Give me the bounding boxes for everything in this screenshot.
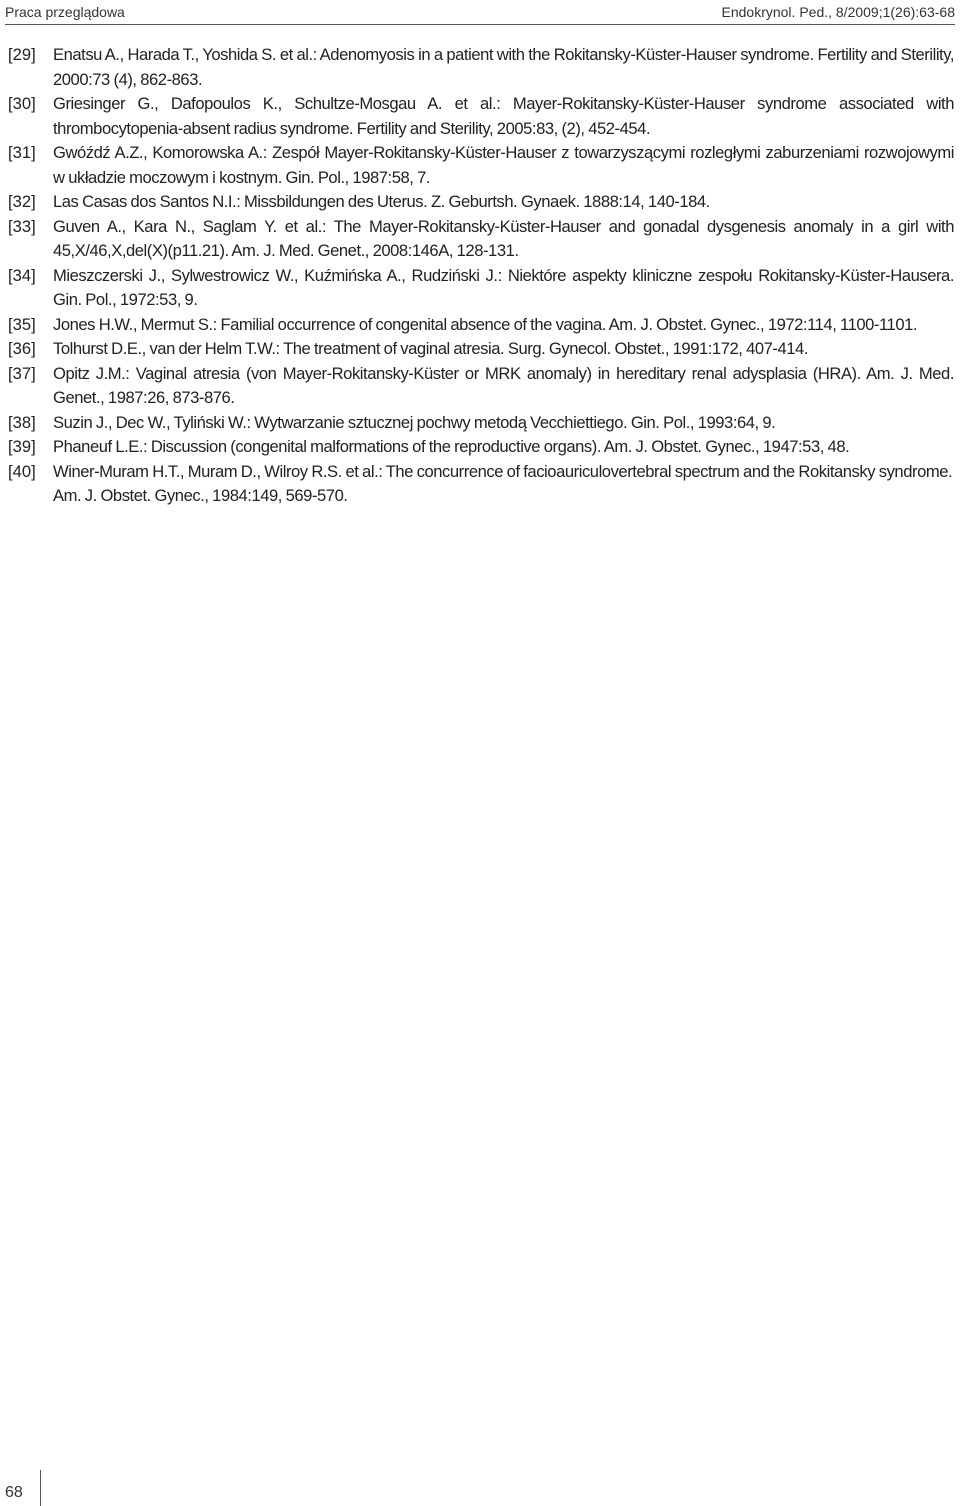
reference-item bbox=[8, 215, 954, 264]
reference-item bbox=[8, 43, 954, 92]
running-header bbox=[5, 0, 955, 25]
reference-item bbox=[8, 435, 954, 460]
reference-list bbox=[8, 43, 954, 509]
reference-number: [37] bbox=[8, 363, 36, 383]
section-label: Praca przeglądowa bbox=[5, 4, 125, 20]
reference-item bbox=[8, 92, 954, 141]
reference-text: Guven A., Kara N., Saglam Y. et al.: The Mayer-Rokitansky-Küster-Hauser and gonadal dysgenesis anomaly in a girl with 45,X/46,X,del(X)(p11.21). Am. J. Med. Genet., 2008:146A, 128-131. bbox=[53, 216, 954, 260]
reference-number: [39] bbox=[8, 437, 36, 456]
reference-text: Gwóźdź A.Z., Komorowska A.: Zespół Mayer-Rokitansky-Küster-Hauser z towarzyszącymi rozległymi zaburzeniami rozwojowymi w układzie moczowym i kostnym. Gin. Pol., 1987:58, 7. bbox=[53, 143, 954, 187]
reference-number: [29] bbox=[8, 45, 36, 64]
page-number-block bbox=[0, 1470, 41, 1506]
reference-item bbox=[8, 141, 954, 190]
reference-number: [36] bbox=[8, 339, 36, 358]
reference-text: Las Casas dos Santos N.I.: Missbildungen des Uterus. Z. Geburtsh. Gynaek. 1888:14, 140-184. bbox=[53, 192, 710, 211]
reference-text: Winer-Muram H.T., Muram D., Wilroy R.S. et al.: The concurrence of facioauriculovertebral spectrum and the Rokitansky syndrome. Am. J. Obstet. Gynec., 1984:149, 569-570. bbox=[53, 461, 953, 505]
journal-citation: Endokrynol. Ped., 8/2009;1(26):63-68 bbox=[721, 4, 955, 20]
reference-number: [35] bbox=[8, 314, 36, 334]
reference-number: [30] bbox=[8, 94, 36, 113]
reference-item bbox=[8, 362, 954, 411]
reference-number: [32] bbox=[8, 192, 36, 211]
reference-item bbox=[8, 313, 954, 338]
reference-number: [31] bbox=[8, 143, 36, 162]
reference-text: Suzin J., Dec W., Tyliński W.: Wytwarzanie sztucznej pochwy metodą Vecchiettiego. Gin. Pol., 1993:64, 9. bbox=[53, 412, 776, 432]
reference-item bbox=[8, 411, 954, 436]
reference-text: Phaneuf L.E.: Discussion (congenital malformations of the reproductive organs). Am. J. Obstet. Gynec., 1947:53, 48. bbox=[53, 437, 850, 456]
reference-number: [33] bbox=[8, 216, 36, 236]
reference-number: [38] bbox=[8, 412, 36, 432]
reference-item bbox=[8, 264, 954, 313]
reference-text: Opitz J.M.: Vaginal atresia (von Mayer-Rokitansky-Küster or MRK anomaly) in hereditary renal adysplasia (HRA). Am. J. Med. Genet., 1987:26, 873-876. bbox=[53, 363, 954, 407]
page-number: 68 bbox=[5, 1484, 23, 1501]
reference-text: Griesinger G., Dafopoulos K., Schultze-Mosgau A. et al.: Mayer-Rokitansky-Küster-Hauser syndrome associated with thrombocytopenia-absent radius syndrome. Fertility and Sterility, 2005:83, (2), 452-454. bbox=[53, 94, 954, 138]
reference-number: [40] bbox=[8, 461, 36, 481]
reference-number: [34] bbox=[8, 265, 36, 285]
reference-text: Tolhurst D.E., van der Helm T.W.: The treatment of vaginal atresia. Surg. Gynecol. Obstet., 1991:172, 407-414. bbox=[53, 339, 808, 358]
reference-text: Enatsu A., Harada T., Yoshida S. et al.: Adenomyosis in a patient with the Rokitansky-Küster-Hauser syndrome. Fertility and Sterility, 2000:73 (4), 862-863. bbox=[53, 45, 954, 89]
reference-item bbox=[8, 460, 954, 509]
reference-text: Mieszczerski J., Sylwestrowicz W., Kuźmińska A., Rudziński J.: Niektóre aspekty kliniczne zespołu Rokitansky-Küster-Hausera. Gin. Pol., 1972:53, 9. bbox=[53, 265, 954, 309]
reference-text: Jones H.W., Mermut S.: Familial occurrence of congenital absence of the vagina. Am. J. Obstet. Gynec., 1972:114, 1100-1101. bbox=[53, 314, 918, 334]
reference-item bbox=[8, 190, 954, 215]
reference-item bbox=[8, 337, 954, 362]
